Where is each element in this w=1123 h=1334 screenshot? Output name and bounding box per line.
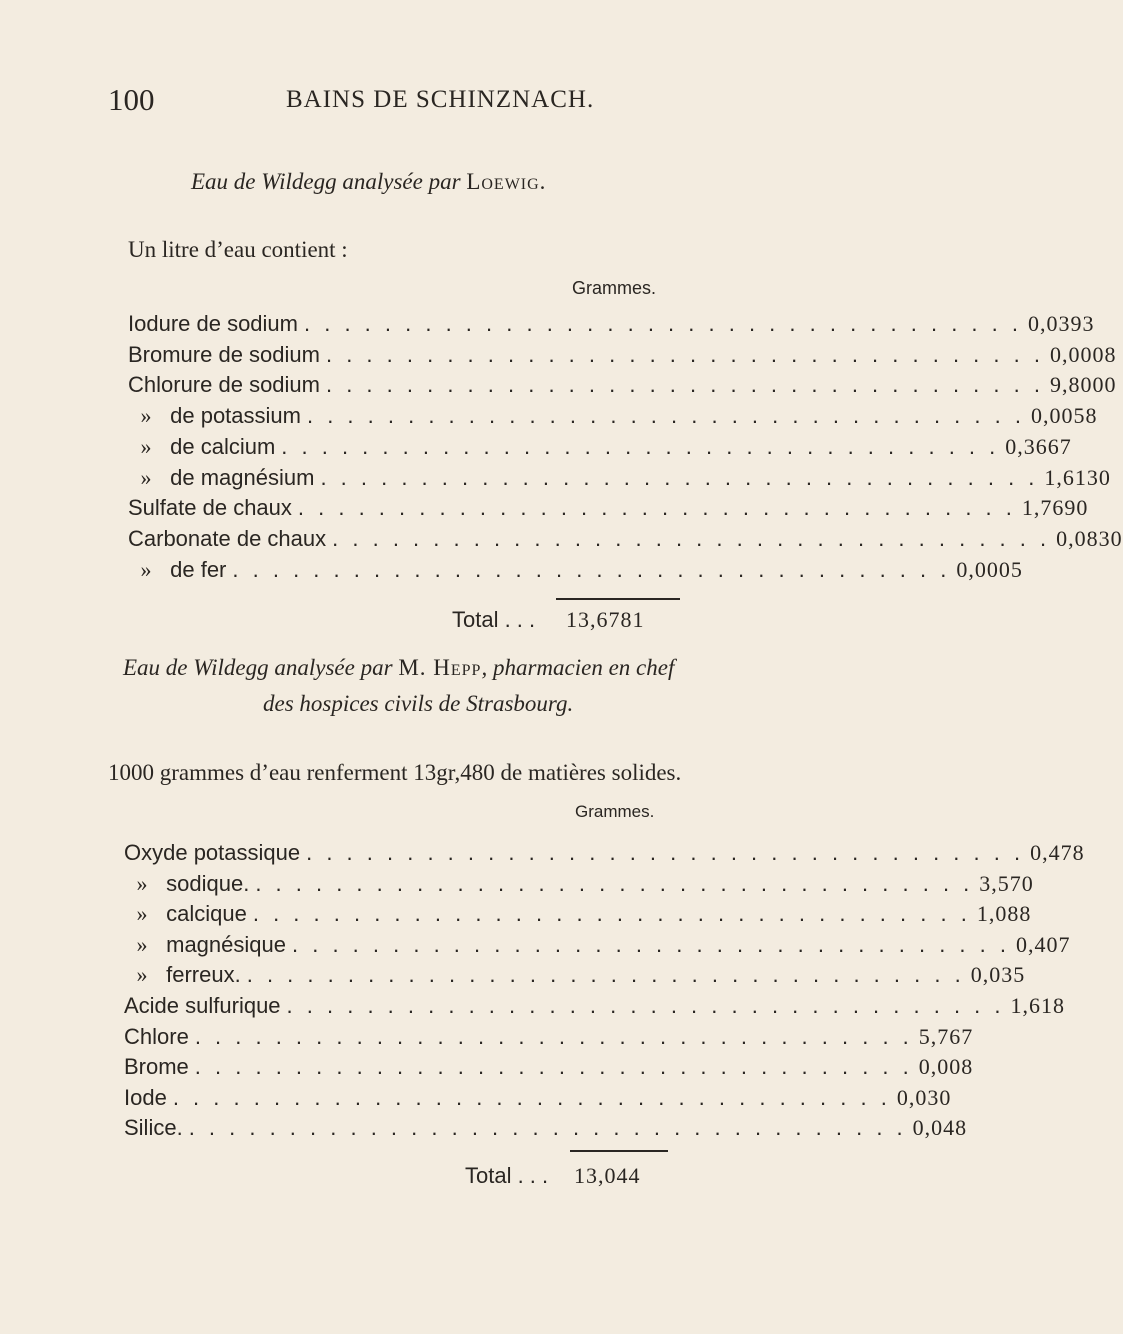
row-label bbox=[128, 434, 275, 460]
row-label bbox=[124, 1115, 183, 1141]
row-name: sodique. bbox=[166, 870, 250, 896]
section2-title-c: , pharmacien en chef bbox=[481, 655, 675, 680]
leader-dots: . . . . . . . . . . . . . . . . . . . . . . . . . . . . . . . . . . . . bbox=[281, 433, 1000, 459]
row-value: 0,0008 bbox=[1049, 341, 1117, 367]
table-row bbox=[128, 341, 1117, 372]
row-label bbox=[124, 932, 286, 958]
ditto-mark: » bbox=[136, 962, 148, 988]
row-value: 0,030 bbox=[896, 1084, 952, 1110]
row-name: Iode bbox=[124, 1084, 167, 1110]
table-row bbox=[128, 403, 1098, 433]
row-name: de magnésium bbox=[170, 464, 315, 490]
table-row bbox=[124, 840, 1085, 870]
leader-dots: . . . . . . . . . . . . . . . . . . . . . . . . . . . . . . . . . . . . bbox=[332, 525, 1051, 551]
table-row bbox=[124, 993, 1066, 1023]
ditto-mark: » bbox=[136, 901, 148, 927]
table-row bbox=[124, 1054, 974, 1084]
row-label bbox=[128, 526, 326, 552]
section1-total-rule bbox=[556, 598, 680, 600]
table-row bbox=[124, 901, 1032, 931]
section1-unit-header: Grammes. bbox=[572, 278, 657, 298]
table-row bbox=[124, 1115, 968, 1145]
row-label bbox=[124, 962, 241, 988]
leader-dots: . . . . . . . . . . . . . . . . . . . . . . . . . . . . . . . . . . . . bbox=[306, 403, 1025, 429]
row-label bbox=[128, 403, 301, 429]
row-name: Acide sulfurique bbox=[124, 993, 281, 1018]
leader-dots: . . . . . . . . . . . . . . . . . . . . . . . . . . . . . . . . . . . . bbox=[252, 901, 971, 927]
row-label bbox=[124, 1085, 167, 1111]
leader-dots: . . . . . . . . . . . . . . . . . . . . . . . . . . . . . . . . . . . . bbox=[325, 341, 1044, 367]
row-name: Oxyde potassique bbox=[124, 840, 301, 865]
row-name: Chlore bbox=[124, 1023, 189, 1049]
row-label bbox=[124, 840, 300, 866]
row-value: 1,618 bbox=[1010, 993, 1066, 1018]
leader-dots: . . . . . . . . . . . . . . . . . . . . . . . . . . . . . . . . . . . . bbox=[320, 464, 1039, 490]
row-label bbox=[124, 871, 249, 897]
row-name: de calcium bbox=[170, 433, 276, 459]
ditto-mark: » bbox=[140, 556, 152, 582]
table-row bbox=[128, 525, 1123, 556]
row-value: 1,6130 bbox=[1044, 464, 1111, 490]
section1-title-text: Eau de Wildegg analysée par bbox=[191, 169, 467, 194]
row-value: 0,478 bbox=[1030, 840, 1085, 865]
leader-dots: . . . . . . . . . . . . . . . . . . . . . . . . . . . . . . . . . . . . bbox=[194, 1054, 913, 1080]
table-row bbox=[124, 870, 1034, 901]
leader-dots: . . . . . . . . . . . . . . . . . . . . . . . . . . . . . . . . . . . . bbox=[292, 931, 1010, 957]
row-label bbox=[128, 372, 320, 398]
row-value: 0,407 bbox=[1015, 931, 1071, 957]
leader-dots: . . . . . . . . . . . . . . . . . . . . . . . . . . . . . . . . . . . . bbox=[194, 1023, 913, 1049]
section2-total-value: 13,044 bbox=[574, 1163, 641, 1188]
row-label bbox=[124, 993, 281, 1019]
section1-title bbox=[191, 169, 546, 195]
row-value: 0,035 bbox=[970, 962, 1026, 988]
row-name: Carbonate de chaux bbox=[128, 525, 327, 551]
row-value: 3,570 bbox=[979, 870, 1034, 896]
table-row bbox=[128, 464, 1111, 495]
leader-dots: . . . . . . . . . . . . . . . . . . . . . . . . . . . . . . . . . . . . bbox=[172, 1084, 891, 1110]
section2-unit-header: Grammes. bbox=[575, 802, 655, 821]
section2-title-author: M. Hepp bbox=[398, 655, 482, 680]
leader-dots: . . . . . . . . . . . . . . . . . . . . . . . . . . . . . . . . . . . . bbox=[255, 870, 974, 896]
section1-intro: Un litre d’eau contient : bbox=[128, 237, 348, 262]
leader-dots: . . . . . . . . . . . . . . . . . . . . . . . . . . . . . . . . . . . . bbox=[232, 556, 951, 582]
row-value: 0,0005 bbox=[956, 556, 1023, 582]
row-value: 0,0830 bbox=[1056, 525, 1123, 551]
row-name: Silice. bbox=[124, 1115, 183, 1141]
section1-total-value: 13,6781 bbox=[566, 607, 645, 632]
row-name: Bromure de sodium bbox=[128, 341, 320, 367]
leader-dots: . . . . . . . . . . . . . . . . . . . . . . . . . . . . . . . . . . . . bbox=[306, 840, 1025, 865]
row-label bbox=[128, 311, 298, 337]
row-label bbox=[124, 1054, 189, 1080]
ditto-mark: » bbox=[140, 403, 152, 429]
row-value: 0,3667 bbox=[1005, 433, 1072, 459]
table-row bbox=[124, 962, 1026, 992]
row-name: Chlorure de sodium bbox=[128, 372, 320, 398]
row-value: 0,0393 bbox=[1027, 311, 1095, 336]
ditto-mark: » bbox=[140, 433, 152, 459]
row-name: ferreux. bbox=[166, 962, 241, 988]
row-name: Iodure de sodium bbox=[128, 311, 298, 336]
row-label bbox=[128, 495, 292, 521]
table-row bbox=[124, 1084, 952, 1115]
section2-title-line2: des hospices civils de Strasbourg. bbox=[263, 691, 574, 716]
page-number: 100 bbox=[108, 82, 155, 117]
row-value: 0,048 bbox=[912, 1115, 968, 1141]
section1-title-author: Loewig. bbox=[466, 169, 547, 194]
row-value: 9,8000 bbox=[1049, 372, 1117, 398]
ditto-mark: » bbox=[136, 870, 148, 896]
leader-dots: . . . . . . . . . . . . . . . . . . . . . . . . . . . . . . . . . . . . bbox=[304, 311, 1022, 336]
row-label bbox=[124, 1024, 189, 1050]
row-value: 1,088 bbox=[976, 901, 1032, 927]
row-value: 1,7690 bbox=[1021, 495, 1089, 521]
table-row bbox=[128, 556, 1023, 587]
leader-dots: . . . . . . . . . . . . . . . . . . . . . . . . . . . . . . . . . . . . bbox=[286, 993, 1005, 1018]
row-name: de fer bbox=[170, 556, 227, 582]
leader-dots: . . . . . . . . . . . . . . . . . . . . . . . . . . . . . . . . . . . . bbox=[188, 1115, 907, 1141]
row-name: de potassium bbox=[170, 403, 301, 429]
row-label bbox=[124, 901, 247, 927]
row-name: Sulfate de chaux bbox=[128, 495, 292, 521]
ditto-mark: » bbox=[136, 931, 148, 957]
ditto-mark: » bbox=[140, 464, 152, 490]
section2-intro: 1000 grammes d’eau renferment 13gr,480 de matières solides. bbox=[108, 760, 682, 785]
leader-dots: . . . . . . . . . . . . . . . . . . . . . . . . . . . . . . . . . . . . bbox=[297, 495, 1016, 521]
table-row bbox=[128, 495, 1089, 525]
row-label bbox=[128, 465, 314, 491]
row-value: 0,008 bbox=[918, 1054, 974, 1080]
leader-dots: . . . . . . . . . . . . . . . . . . . . . . . . . . . . . . . . . . . . bbox=[246, 962, 965, 988]
row-name: calcique bbox=[166, 901, 247, 927]
section1-total-label: Total . . . bbox=[452, 607, 536, 632]
row-value: 0,0058 bbox=[1030, 403, 1098, 429]
row-label bbox=[128, 342, 320, 368]
table-row bbox=[128, 311, 1095, 341]
table-row bbox=[128, 433, 1072, 464]
section2-title-line1 bbox=[123, 655, 674, 681]
row-value: 5,767 bbox=[918, 1023, 974, 1049]
running-title: BAINS DE SCHINZNACH. bbox=[286, 86, 595, 113]
leader-dots: . . . . . . . . . . . . . . . . . . . . . . . . . . . . . . . . . . . . bbox=[325, 372, 1044, 398]
row-label bbox=[128, 557, 226, 583]
section2-total-label: Total . . . bbox=[465, 1163, 549, 1188]
section2-total-rule bbox=[570, 1150, 668, 1152]
row-name: magnésique bbox=[166, 931, 286, 957]
section2-title-a: Eau de Wildegg analysée par bbox=[123, 655, 399, 680]
table-row bbox=[124, 931, 1071, 962]
table-row bbox=[124, 1023, 974, 1054]
row-name: Brome bbox=[124, 1054, 189, 1080]
table-row bbox=[128, 372, 1117, 402]
